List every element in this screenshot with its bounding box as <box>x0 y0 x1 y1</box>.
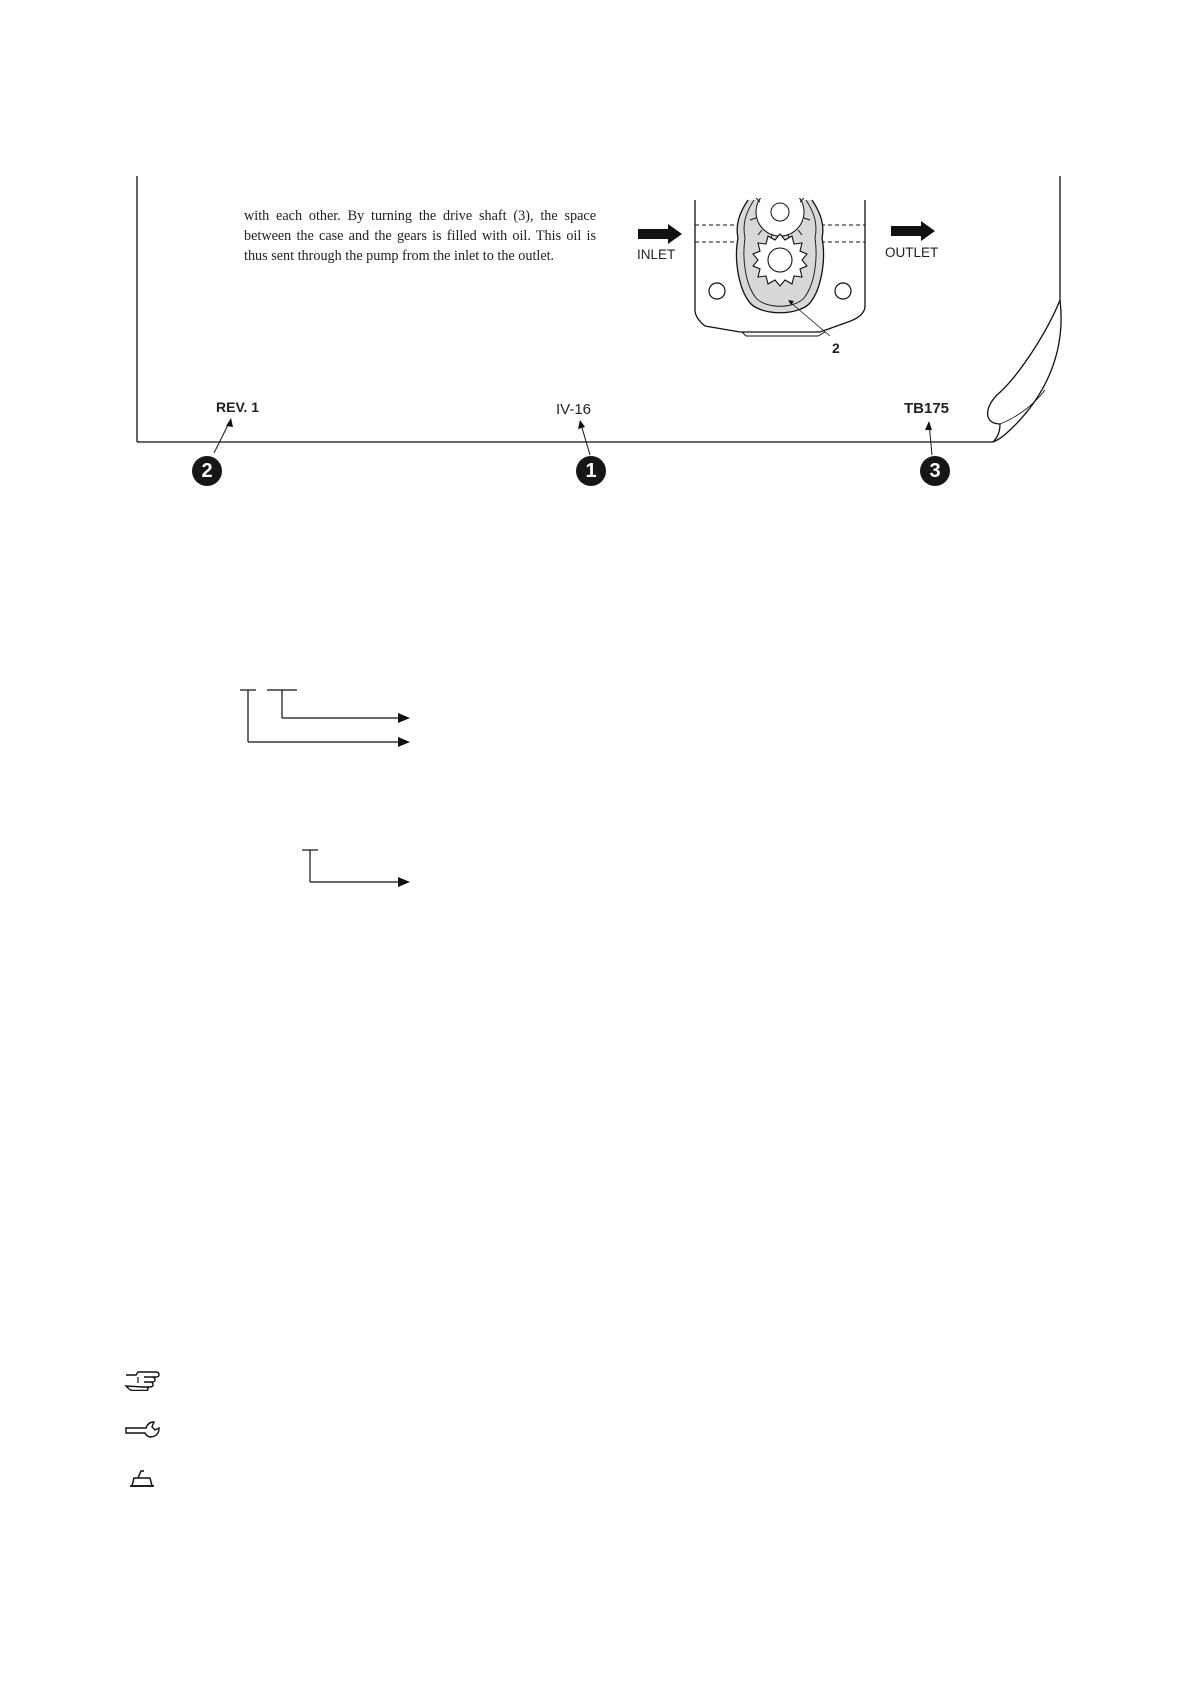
page-number-label: IV-16 <box>556 401 592 418</box>
revision-label: REV. 1 <box>216 399 260 415</box>
callout-three-marker: 3 <box>920 456 950 486</box>
revision-bracket-arrow <box>300 848 420 892</box>
oil-can-icon <box>128 1466 156 1488</box>
outlet-label: OUTLET <box>885 245 939 260</box>
body-paragraph: with each other. By turning the drive shaft (3), the space between the case and the gears is filled with oil. This oil is thus sent through the pump from the inlet to the outlet. <box>244 208 596 264</box>
callout-two-marker: 2 <box>192 456 222 486</box>
callout-one-marker: 1 <box>576 456 606 486</box>
gear-callout: 2 <box>832 340 840 356</box>
pointing-hand-icon <box>124 1369 160 1391</box>
model-label: TB175 <box>904 400 950 417</box>
callout-leaders <box>0 0 1190 500</box>
wrench-icon <box>124 1420 160 1440</box>
page-number-bracket-arrows <box>230 688 420 758</box>
inlet-label: INLET <box>637 247 676 262</box>
